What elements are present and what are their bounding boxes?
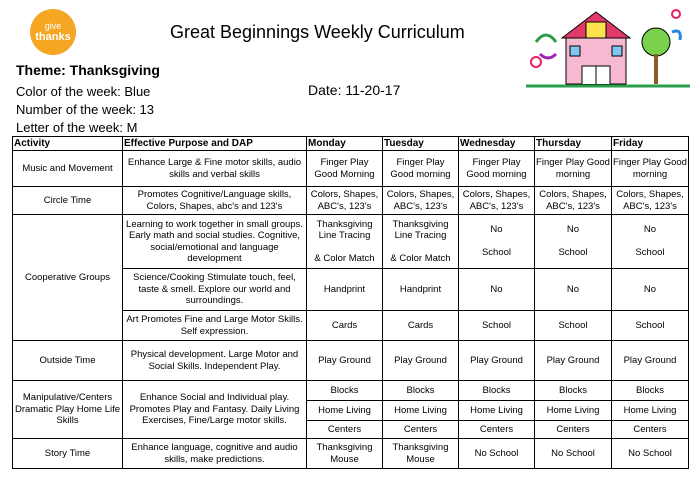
day-cell: Handprint <box>307 269 383 311</box>
theme-label: Theme: Thanksgiving <box>16 62 160 78</box>
number-of-week: Number of the week: 13 <box>16 102 155 117</box>
schoolhouse-illustration <box>526 2 690 90</box>
day-cell: Home Living <box>459 401 535 421</box>
header-wednesday: Wednesday <box>459 137 535 151</box>
day-cell: No School <box>612 439 689 469</box>
day-cell: No <box>612 269 689 311</box>
day-cell: No School <box>535 439 612 469</box>
day-cell: Centers <box>307 421 383 439</box>
color-of-week: Color of the week: Blue <box>16 84 151 99</box>
table-row <box>13 381 689 401</box>
header-thursday: Thursday <box>535 137 612 151</box>
purpose-cell: Art Promotes Fine and Large Motor Skills. Self expression. <box>123 311 307 341</box>
purpose-cell: Enhance language, cognitive and audio skills, make predictions. <box>123 439 307 469</box>
purpose-cell: Promotes Cognitive/Language skills, Colors, Shapes, abc's and 123's <box>123 187 307 215</box>
day-cell: Play Ground <box>307 341 383 381</box>
day-cell: Colors, Shapes, ABC's, 123's <box>535 187 612 215</box>
purpose-cell: Enhance Large & Fine motor skills, audio skills and verbal skills <box>123 151 307 187</box>
activity-cell: Music and Movement <box>13 151 123 187</box>
table-header-row <box>13 137 689 151</box>
activity-cell: Story Time <box>13 439 123 469</box>
purpose-cell: Learning to work together in small groups. Early math and social studies. Cognitive, social/emotional and language development <box>123 215 307 269</box>
header-tuesday: Tuesday <box>383 137 459 151</box>
letter-of-week: Letter of the week: M <box>16 120 138 135</box>
day-cell: Finger Play Good morning <box>459 151 535 187</box>
day-cell: Centers <box>459 421 535 439</box>
day-cell: No <box>535 269 612 311</box>
day-cell: Play Ground <box>383 341 459 381</box>
purpose-cell: Physical development. Large Motor and Social Skills. Independent Play. <box>123 341 307 381</box>
day-cell: Cards <box>307 311 383 341</box>
day-cell: No <box>459 269 535 311</box>
day-cell: Centers <box>383 421 459 439</box>
table-row <box>13 439 689 469</box>
day-cell: Handprint <box>383 269 459 311</box>
day-cell: No School <box>535 215 612 269</box>
day-cell: Finger Play Good morning <box>383 151 459 187</box>
logo-thanks-text: thanks <box>35 31 71 43</box>
day-cell: Blocks <box>535 381 612 401</box>
day-cell: Blocks <box>612 381 689 401</box>
day-cell: Finger Play Good morning <box>612 151 689 187</box>
purpose-cell: Science/Cooking Stimulate touch, feel, taste & smell. Explore our world and surroundings. <box>123 269 307 311</box>
day-cell: Thanksgiving Mouse <box>307 439 383 469</box>
day-cell: Centers <box>612 421 689 439</box>
curriculum-table <box>12 136 689 469</box>
activity-cell: Manipulative/Centers Dramatic Play Home Life Skills <box>13 381 123 439</box>
activity-cell: Cooperative Groups <box>13 215 123 341</box>
day-cell: No School <box>612 215 689 269</box>
day-cell: No School <box>459 215 535 269</box>
day-cell: Thanksgiving Line Tracing & Color Match <box>307 215 383 269</box>
day-cell: Blocks <box>383 381 459 401</box>
day-cell: Finger Play Good Morning <box>307 151 383 187</box>
activity-cell: Circle Time <box>13 187 123 215</box>
table-row <box>13 215 689 269</box>
day-cell: Blocks <box>307 381 383 401</box>
day-cell: Home Living <box>535 401 612 421</box>
page-title: Great Beginnings Weekly Curriculum <box>170 22 465 42</box>
day-cell: Colors, Shapes, ABC's, 123's <box>307 187 383 215</box>
header-friday: Friday <box>612 137 689 151</box>
header-monday: Monday <box>307 137 383 151</box>
day-cell: Play Ground <box>535 341 612 381</box>
header-activity: Activity <box>13 137 123 151</box>
day-cell: School <box>612 311 689 341</box>
day-cell: Finger Play Good morning <box>535 151 612 187</box>
day-cell: No School <box>459 439 535 469</box>
day-cell: Home Living <box>307 401 383 421</box>
day-cell: School <box>535 311 612 341</box>
table-row <box>13 341 689 381</box>
day-cell: Colors, Shapes, ABC's, 123's <box>383 187 459 215</box>
day-cell: Blocks <box>459 381 535 401</box>
day-cell: Centers <box>535 421 612 439</box>
purpose-cell: Enhance Social and Individual play. Promotes Play and Fantasy. Daily Living Exercises, Fine/Large motor skills. <box>123 381 307 439</box>
day-cell: Thanksgiving Mouse <box>383 439 459 469</box>
curriculum-date: Date: 11-20-17 <box>308 82 401 98</box>
give-thanks-logo <box>30 9 76 55</box>
day-cell: Thanksgiving Line Tracing & Color Match <box>383 215 459 269</box>
header-purpose: Effective Purpose and DAP <box>123 137 307 151</box>
day-cell: Home Living <box>383 401 459 421</box>
day-cell: Colors, Shapes, ABC's, 123's <box>459 187 535 215</box>
day-cell: Cards <box>383 311 459 341</box>
activity-cell: Outside Time <box>13 341 123 381</box>
day-cell: Home Living <box>612 401 689 421</box>
day-cell: Play Ground <box>459 341 535 381</box>
table-row <box>13 151 689 187</box>
day-cell: Play Ground <box>612 341 689 381</box>
day-cell: Colors, Shapes, ABC's, 123's <box>612 187 689 215</box>
day-cell: School <box>459 311 535 341</box>
logo-give-text: give <box>44 21 62 31</box>
table-row <box>13 187 689 215</box>
